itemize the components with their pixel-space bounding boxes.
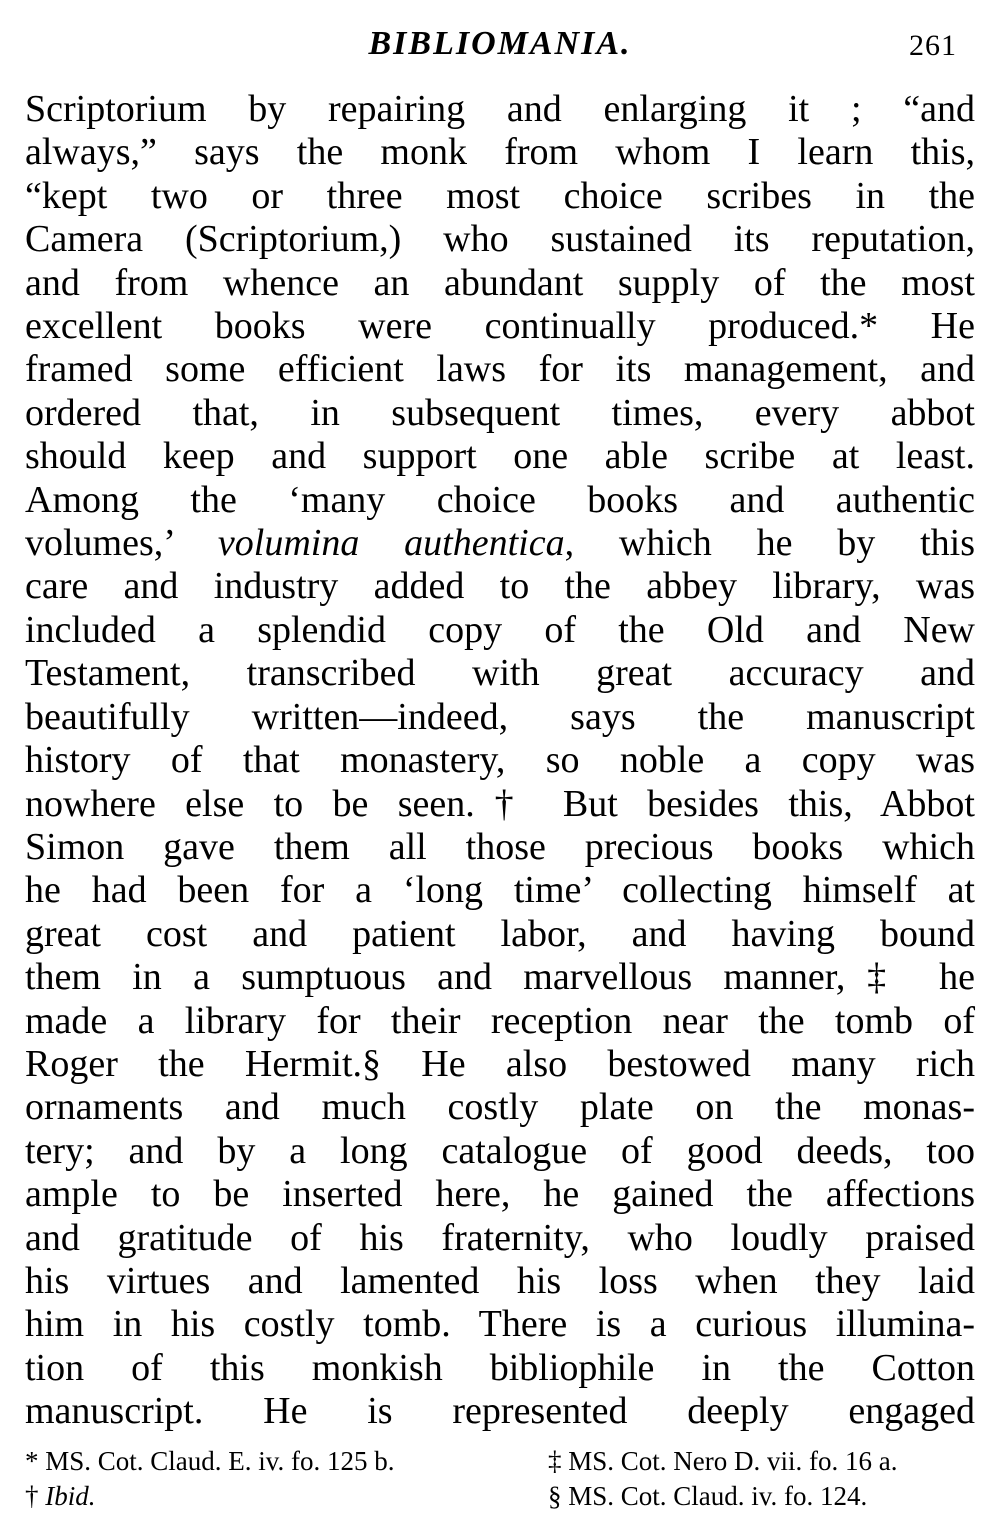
text-line: [25, 826, 975, 869]
text-segment: “kept two or three most choice scribes in the: [25, 174, 975, 217]
footnote-line: [25, 1479, 548, 1514]
text-line: [25, 739, 975, 782]
text-line: [25, 435, 975, 478]
text-line: [25, 913, 975, 956]
text-segment: beautifully written—indeed, says the manuscript: [25, 695, 975, 738]
text-line: [25, 1390, 975, 1433]
text-line: [25, 609, 975, 652]
text-segment: and gratitude of his fraternity, who loudly praised: [25, 1216, 975, 1259]
text-line: [25, 262, 975, 305]
text-segment: and from whence an abundant supply of the most: [25, 261, 975, 304]
text-segment: Simon gave them all those precious books which: [25, 825, 975, 868]
text-segment: care and industry added to the abbey library, was: [25, 565, 975, 608]
text-segment: * MS. Cot. Claud. E. iv. fo. 125 b.: [25, 1445, 395, 1476]
text-segment: Scriptorium by repairing and enlarging it ; “and: [25, 88, 975, 130]
text-line: [25, 1217, 975, 1260]
page-header: [25, 22, 975, 66]
text-segment: tery; and by a long catalogue of good deeds, too: [25, 1129, 975, 1172]
text-line: [25, 175, 975, 218]
text-line: [25, 131, 975, 174]
text-line: [25, 696, 975, 739]
text-segment: made a library for their reception near the tomb of: [25, 999, 975, 1042]
text-segment: ordered that, in subsequent times, every abbot: [25, 391, 975, 434]
body-text-block: [25, 88, 975, 1434]
text-segment: Roger the Hermit.§ He also bestowed many rich: [25, 1042, 975, 1085]
text-segment: ‡ MS. Cot. Nero D. vii. fo. 16 a.: [548, 1445, 898, 1476]
text-segment: ample to be inserted here, he gained the affections: [25, 1173, 975, 1216]
text-line: [25, 956, 975, 999]
text-segment: nowhere else to be seen.† But besides this, Abbot: [25, 782, 975, 825]
text-line: [25, 1000, 975, 1043]
text-line: [25, 1043, 975, 1086]
text-line: [25, 479, 975, 522]
text-line: [25, 652, 975, 695]
text-segment: § MS. Cot. Claud. iv. fo. 124.: [548, 1480, 868, 1511]
text-segment: Testament, transcribed with great accuracy and: [25, 652, 975, 695]
text-segment: †: [25, 1480, 46, 1511]
footnote-line: [548, 1444, 975, 1479]
text-line: [25, 783, 975, 826]
footnote-line: [25, 1444, 548, 1479]
text-segment: Among the ‘many choice books and authentic: [25, 478, 975, 521]
footnote-column-left: [25, 1444, 548, 1514]
text-line: [25, 348, 975, 391]
italic-phrase: Ibid.: [45, 1480, 96, 1511]
text-line: [25, 1303, 975, 1346]
running-title: BIBLIOMANIA.: [368, 25, 632, 62]
text-segment: framed some efficient laws for its management, and: [25, 348, 975, 391]
text-line: [25, 1260, 975, 1303]
text-segment: history of that monastery, so noble a copy was: [25, 739, 975, 782]
text-segment: him in his costly tomb. There is a curious illumina-: [25, 1303, 975, 1346]
text-line: [25, 218, 975, 261]
text-line: [25, 565, 975, 608]
text-segment: great cost and patient labor, and having bound: [25, 912, 975, 955]
text-line: [25, 1347, 975, 1390]
text-segment: his virtues and lamented his loss when they laid: [25, 1259, 975, 1302]
text-line: [25, 1086, 975, 1129]
text-segment: manuscript. He is represented deeply engaged: [25, 1390, 975, 1433]
text-segment: he had been for a ‘long time’ collecting himself at: [25, 869, 975, 912]
text-segment: should keep and support one able scribe at least.: [25, 435, 975, 478]
footnotes: [25, 1444, 975, 1514]
page-number: 261: [909, 29, 957, 62]
text-segment: tion of this monkish bibliophile in the Cotton: [25, 1346, 975, 1389]
text-line: [25, 522, 975, 565]
footnote-line: [548, 1479, 975, 1514]
text-segment: included a splendid copy of the Old and New: [25, 608, 975, 651]
text-line: [25, 869, 975, 912]
text-line: [25, 88, 975, 131]
text-segment: , which he by this: [564, 522, 975, 565]
text-line: [25, 392, 975, 435]
footnote-column-right: [548, 1444, 975, 1514]
italic-phrase: volumina authentica: [217, 522, 565, 565]
text-line: [25, 1173, 975, 1216]
text-segment: volumes,’: [25, 522, 218, 565]
text-segment: excellent books were continually produced.* He: [25, 305, 975, 348]
text-segment: ornaments and much costly plate on the monas-: [25, 1086, 975, 1129]
text-line: [25, 305, 975, 348]
text-segment: always,” says the monk from whom I learn this,: [25, 131, 975, 174]
text-segment: Camera (Scriptorium,) who sustained its reputation,: [25, 218, 975, 261]
text-line: [25, 1130, 975, 1173]
text-segment: them in a sumptuous and marvellous manner,‡ he: [25, 956, 975, 999]
